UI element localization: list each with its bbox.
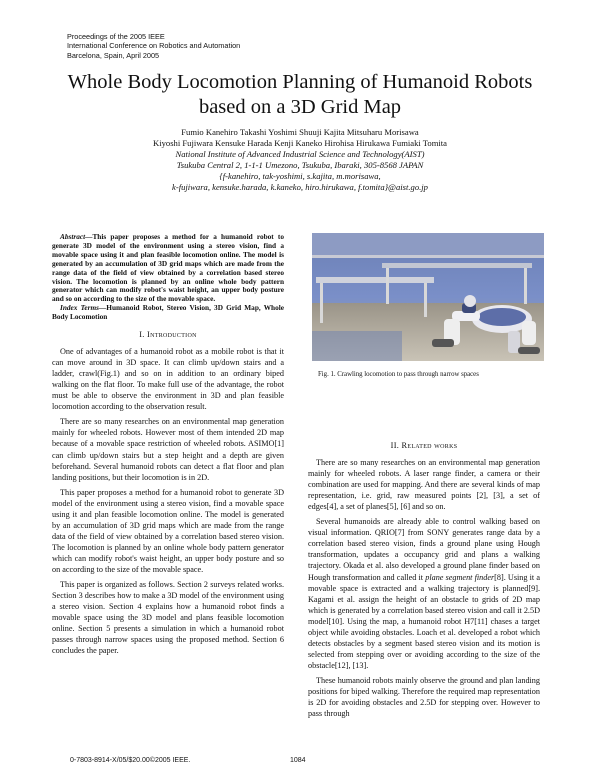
author-line-2: Kiyoshi Fujiwara Kensuke Harada Kenji Kaneko Hirohisa Hirukawa Fumiaki Tomita — [153, 138, 447, 148]
author-line-1: Fumio Kanehiro Takashi Yoshimi Shuuji Kajita Mitsuharu Morisawa — [181, 127, 419, 137]
footer-page-number: 1084 — [290, 757, 306, 764]
proceedings-line-2: International Conference on Robotics and Automation — [67, 41, 241, 51]
author-block — [90, 127, 510, 193]
related-p2-text-a: Several humanoids are already able to control walking based on visual information. QRIO[7] from SONY generates range data by a correlation based stereo vision, finds a ground plane using Hough transformation, updates a occupancy grid and plans a walking trajectory. Okada et al. also developed a ground plane finder based on Hough transformation and called it — [308, 517, 540, 582]
email-line-1: {f-kanehiro, tak-yoshimi, s.kajita, m.morisawa, — [219, 171, 381, 181]
section-number: II. — [390, 441, 400, 450]
footer-isbn: 0-7803-8914-X/05/$20.00©2005 IEEE. — [70, 757, 191, 764]
intro-paragraph-4: This paper is organized as follows. Section 2 surveys related works. Section 3 describes how to make a 3D model of the environment using a stereo vision. Section 4 explains how a humanoid robot finds a movable space using the 3D model and plans feasible locomotion online. Section 5 presents a simulation in which a humanoid robot passes through narrow spaces using the proposed method. Section 6 concludes the paper. — [52, 580, 284, 656]
related-p2-text-b: [8]. Using it a movable space is extracted and a walking trajectory is planned[9]. Kagami et al. assign the height of an obstacle to grids of 2D map which is generated by a correlation based stereo vision and call it 2.5D model[10]. Using the map, a humanoid robot H7[11] chases a target object while avoiding obstacles. Loach et al. developed a robot which detects obstacles by a segment based stereo vision and its motion is selected from stepping over or avoiding according to the size of the obstacle[12], [13]. — [308, 572, 541, 670]
abstract — [52, 233, 284, 322]
related-paragraph-1: There are so many researches on an environmental map generation mainly for wheeled robots. A laser range finder, a camera or their combination are used for mapping. And there are several kinds of map representation, i.e. grid, raw measured points [2], [3], a set of edges[4], a set of planes[5], [6] and so on. — [308, 458, 540, 512]
section-heading-related-works — [308, 440, 540, 451]
index-terms-text: —Humanoid Robot, Stereo Vision, 3D Grid Map, Whole Body Locomotion — [52, 303, 285, 322]
title-line-1: Whole Body Locomotion Planning of Humanoid Robots — [67, 71, 533, 93]
abstract-text: —This paper proposes a method for a humanoid robot to generate 3D model of the environment using a stereo vision, find a movable space using it and plan feasible locomotion online. The model is generated by an accumulation of 3D grid maps which are made from the range data of the field of view obtained by a correlation based stereo vision. The locomotion is planned by an online whole body pattern generator which can modify robot's waist height, an upper body posture and so on according to the size of the movable space. — [52, 232, 284, 304]
section-heading-introduction — [52, 329, 284, 340]
section-number: I. — [139, 330, 145, 340]
right-column — [308, 438, 540, 723]
index-terms-label: Index Terms — [60, 303, 99, 313]
intro-paragraph-3: This paper proposes a method for a humanoid robot to generate 3D model of the environment using a stereo vision, find a movable space using it and plan feasible locomotion online. The model is generated by an accumulation of 3D grid maps which are made from the range data of the field of view obtained by a correlation based stereo vision. The locomotion is planned by an online whole body pattern generator which can modify robot's waist height, an upper body posture and so on according to the size of the movable space. — [52, 487, 284, 574]
title-line-2: based on a 3D Grid Map — [198, 96, 402, 118]
related-paragraph-2 — [308, 516, 540, 671]
index-terms — [52, 304, 284, 322]
abstract-paragraph — [52, 233, 284, 304]
plane-segment-finder-term: plane segment finder — [425, 572, 495, 582]
proceedings-header — [67, 32, 240, 60]
section-title: Introduction — [147, 330, 197, 340]
figure-1-caption: Fig. 1. Crawling locomotion to pass through narrow spaces — [318, 371, 479, 378]
intro-paragraph-2: There are so many researches on an environmental map generation mainly for wheeled robots. However most of them intended 2D map because of a movable space restriction of wheeled robots. ASIMO[1] can climb up/down stairs but a step height and a depth are given beforehand. Several humanoid robots can detect a flat floor and plan landing positions, but their locomotion is in 2D. — [52, 417, 284, 482]
address: Tsukuba Central 2, 1-1-1 Umezono, Tsukuba, Ibaraki, 305-8568 JAPAN — [176, 160, 424, 170]
email-line-2: k-fujiwara, kensuke.harada, k.kaneko, hiro.hirukawa, f.tomita}@aist.go.jp — [172, 182, 428, 192]
section-title: Related works — [401, 441, 458, 450]
crawling-robot-illustration — [312, 233, 544, 361]
affiliation: National Institute of Advanced Industrial Science and Technology(AIST) — [175, 149, 425, 159]
proceedings-line-1: Proceedings of the 2005 IEEE — [67, 32, 165, 41]
figure-1-photo — [312, 233, 544, 361]
intro-paragraph-1: One of advantages of a humanoid robot as a mobile robot is that it can move around in 3D space. It can climb up/down stairs and a ladder, crawl(Fig.1) and so on in addition to an ordinary biped walking on the flat floor. To make full use of the advantage, the robot must be able to observe the environment in 3D and plan feasible locomotion according to the observation result. — [52, 347, 284, 412]
paper-title — [40, 70, 560, 120]
abstract-label: Abstract — [60, 232, 86, 241]
left-column — [52, 233, 284, 660]
proceedings-line-3: Barcelona, Spain, April 2005 — [67, 50, 160, 60]
related-paragraph-3: These humanoid robots mainly observe the ground and plan landing positions for biped walking. Therefore the required map representation is 2D for avoiding obstacles and 2.5D for stepping over. However to pass through — [308, 675, 540, 719]
